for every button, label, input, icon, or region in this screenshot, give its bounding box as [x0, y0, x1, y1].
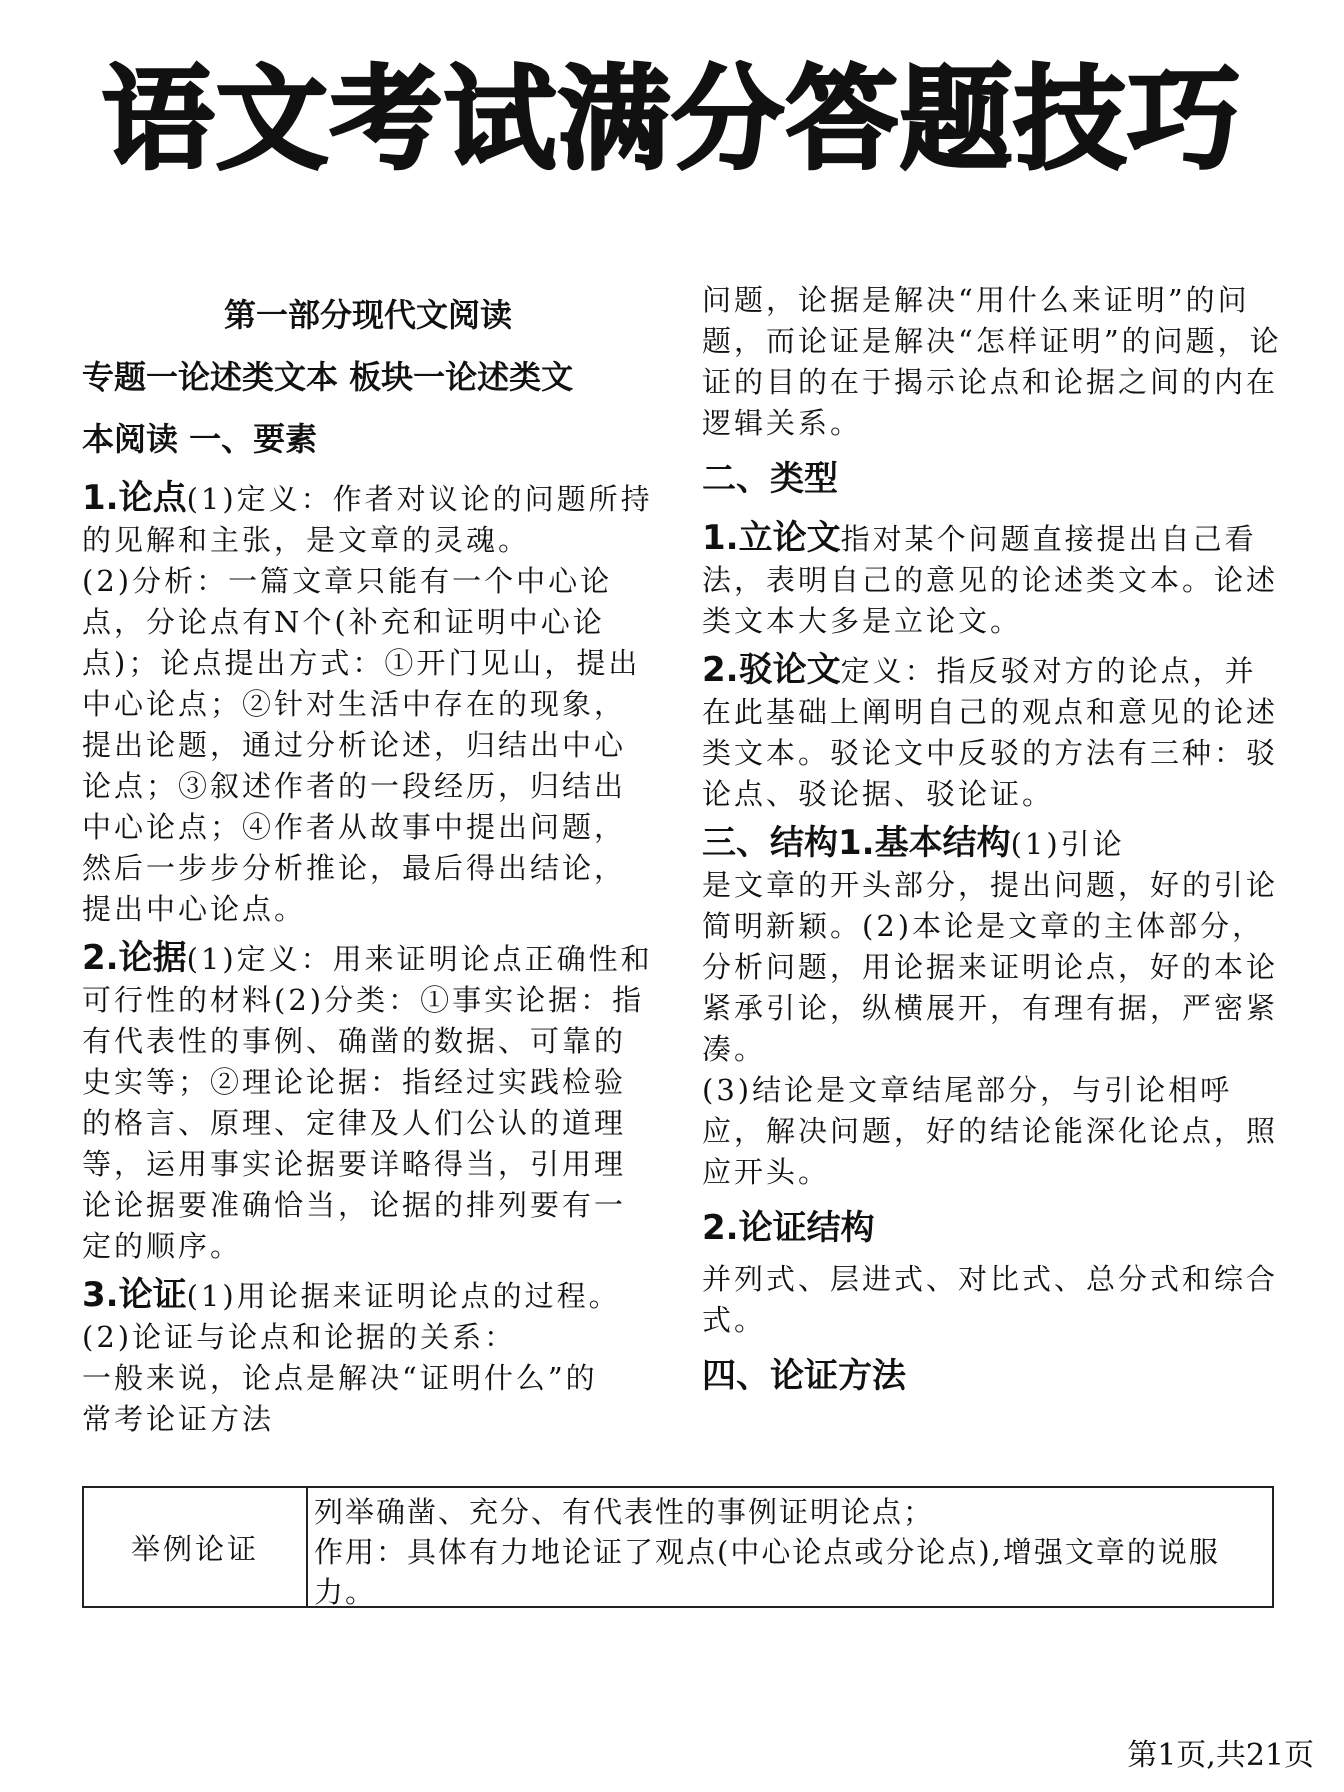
- lundian-definition: (1)定义：作者对议论的问题所持的见解和主张，是文章的灵魂。: [82, 482, 653, 557]
- right-column: [702, 280, 1282, 1407]
- section-heading-types: 二、类型: [702, 459, 838, 499]
- lundian-term: 1.论点: [82, 478, 187, 518]
- lunju-text: (1)定义：用来证明论点正确性和可行性的材料(2)分类：①事实论据：指有代表性的事例、确凿的数据、可靠的史实等；②理论论据：指经过实践检验的格言、原理、定律及人们公认的道理等，运用事实论据要详略得当，引用理论论据要准确恰当，论据的排列要有一定的顺序。: [82, 942, 653, 1263]
- argument-structure-text: 并列式、层进式、对比式、总分式和综合式。: [702, 1262, 1279, 1337]
- lunju-term: 2.论据: [82, 938, 187, 978]
- section-heading-methods: 四、论证方法: [702, 1356, 906, 1396]
- table-row-content: [308, 1488, 1272, 1609]
- lundian-analysis: (2)分析：一篇文章只能有一个中心论点，分论点有N个(补充和证明中心论点)；论点提出方式：①开门见山，提出中心论点；②针对生活中存在的现象，提出论题，通过分析论述，归结出中心论点；③叙述作者的一段经历，归结出中心论点；④作者从故事中提出问题，然后一步步分析推论，最后得出结论，提出中心论点。: [82, 564, 641, 926]
- lunzheng-relation: (2)论证与论点和论据的关系：: [82, 1320, 517, 1354]
- structure-text: 是文章的开头部分，提出问题，好的引论简明新颖。(2)本论是文章的主体部分，分析问题，用论据来证明论点，好的本论紧承引论，纵横展开，有理有据，严密紧凑。: [702, 868, 1279, 1066]
- bolun-paragraph: [702, 650, 1282, 815]
- section-heading-structure: 三、结构1.基本结构: [702, 823, 1011, 863]
- part-heading: 第一部分现代文阅读: [223, 296, 512, 334]
- structure-heading-line: [702, 823, 1282, 865]
- argument-structure-heading: 2.论证结构: [702, 1208, 875, 1248]
- page-number: 第1页,共21页: [1127, 1738, 1314, 1773]
- lunzheng-definition: (1)用论据来证明论点的过程。: [186, 1279, 621, 1313]
- table-line-2: 作用：具体有力地论证了观点(中心论点或分论点),增强文章的说服力。: [314, 1535, 1220, 1609]
- lunzheng-continuation: 问题，论据是解决“用什么来证明”的问题，而论证是解决“怎样证明”的问题，论证的目的在于揭示论点和论据之间的内在逻辑关系。: [702, 283, 1282, 440]
- lundian-paragraph: [82, 478, 654, 561]
- section-heading-elements: 本阅读 一、要素: [82, 420, 318, 458]
- table-line-1: 列举确凿、充分、有代表性的事例证明论点；: [314, 1495, 935, 1529]
- lunzheng-term: 3.论证: [82, 1275, 187, 1315]
- bolun-term: 2.驳论文: [702, 650, 841, 690]
- page-title: 语文考试满分答题技巧: [102, 55, 1242, 185]
- lilun-term: 1.立论文: [702, 518, 841, 558]
- structure-inline: (1)引论: [1010, 827, 1125, 861]
- lunzheng-paragraph: [82, 1275, 654, 1317]
- table-caption: 常考论证方法: [82, 1402, 275, 1436]
- left-column: [82, 284, 654, 1440]
- methods-table: [82, 1486, 1274, 1608]
- conclusion-text: (3)结论是文章结尾部分，与引论相呼应，解决问题，好的结论能深化论点，照应开头。: [702, 1073, 1279, 1189]
- lilun-text: 指对某个问题直接提出自己看法，表明自己的意见的论述类文本。论述类文本大多是立论文。: [702, 522, 1279, 638]
- topic-heading: 专题一论述类文本 板块一论述类文: [82, 358, 574, 396]
- lunju-paragraph: [82, 938, 654, 1267]
- table-row-header: 举例论证: [84, 1488, 308, 1606]
- bolun-text: 定义：指反驳对方的论点，并在此基础上阐明自己的观点和意见的论述类文本。驳论文中反驳的方法有三种：驳论点、驳论据、驳论证。: [702, 654, 1279, 811]
- lunzheng-relation-text: 一般来说，论点是解决“证明什么”的: [82, 1361, 598, 1395]
- lilun-paragraph: [702, 518, 1282, 642]
